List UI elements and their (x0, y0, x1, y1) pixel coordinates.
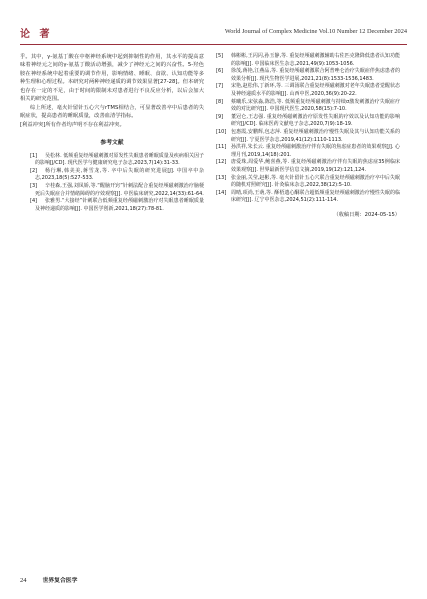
reference-item (216, 83, 400, 98)
reference-number: [7] (216, 83, 224, 90)
received-date: （收稿日期：2024-05-15） (333, 211, 400, 218)
reference-number: [3] (30, 182, 38, 189)
reference-list-right (216, 53, 400, 205)
reference-item (216, 144, 400, 159)
reference-text: 蔡曦乐,宋弦淼,陈浩,等. 低频重复经颅磁刺激与持续σ激发刺激治疗失眠症疗效的对比研究[J]. 中国现代医生,2020,58(15):7-10. (231, 98, 400, 113)
reference-number: [9] (216, 113, 224, 120)
reference-item (20, 168, 204, 183)
reference-number: [6] (216, 68, 224, 75)
reference-item (216, 159, 400, 174)
journal-title: World Journal of Complex Medicine Vol.10 Number 12 December 2024 (224, 28, 407, 35)
reference-number: [11] (216, 144, 227, 151)
reference-text: 韩彬彬,王闪闪,孙玉静,等. 重复经颅磁刺激辅助右佐匹克隆降低患者认知功能的影响[J]. 中国临床医生杂志,2021,49(9):1053-1056. (231, 53, 400, 67)
reference-number: [14] (216, 189, 227, 196)
left-column (20, 53, 204, 213)
conflict-statement: [利益冲突]所有作者均声明不存在利益冲突。 (20, 121, 125, 128)
reference-item (20, 153, 204, 168)
reference-number: [10] (216, 128, 227, 135)
page-footer (20, 575, 77, 584)
reference-item (216, 175, 400, 190)
reference-number: [1] (30, 152, 38, 159)
reference-item (216, 53, 400, 68)
reference-text: 张金丽,关莹,赵彬,等. 毫火针留针五心穴联合重复经颅磁刺激治疗卒中后失眠的随机对照研究[J]. 针灸临床杂志,2022,38(12):5-10. (231, 174, 400, 189)
reference-text: 杨行琳,韩美美,蒋雪龙,等. 卒中后失眠的研究进展[J]. 中国卒中杂志,2023,18(5):527-533. (35, 167, 204, 182)
right-column (216, 53, 400, 219)
section-label: 论 著 (20, 29, 53, 40)
reference-text: 吴松林. 低频重复经颅磁刺激对原发性失眠患者睡眠质量及疾病相关因子的影响[J/CD]. 现代医学与健康研究电子杂志,2023,7(14):31-33. (35, 152, 204, 167)
reference-text: 周晴,项尚,王萌,等. 酥梧遗心酮联合超低频重复经颅磁刺激治疗慢性失眠的临床研究[J]. 辽宁中医杂志,2024,51(2):111-114. (231, 189, 400, 204)
reference-text: 徐茂,蒋艳,江燕品,等. 重复经颅磁刺激联合阿普唑仑治疗失眠症伴焦虑患者的效果分析[J]. 现代生物医学进展,2021,21(8):1533-1536,1483. (231, 68, 400, 82)
header-divider (20, 44, 407, 45)
conclusion-paragraph: 综上所述，毫火针留针五心穴与rTMS相结合，可显著改善卒中后患者的失眠症状，提高患者的睡眠质量，改善血清学指标。 (20, 104, 204, 120)
reference-item (20, 183, 204, 198)
reference-number: [4] (30, 198, 38, 205)
reference-text: 辛桂森,王强,刘凤娇,等.“醒脑开窍”针刺法配合重复经颅磁刺激治疗脑梗死后失眠症合并情绪障碍的疗效观察[J]. 中医临床研究,2022,14(33):61-64. (35, 182, 204, 197)
reference-text: 孙洪祥,朱长云. 重复经颅磁刺激治疗伴有失眠的焦虑症患者的效果观察[J]. 心理月刊,2019,14(18):201. (231, 144, 400, 158)
page-number: 24 (20, 577, 27, 584)
reference-item (216, 129, 400, 144)
reference-text: 宋艳,赵松伟,丁新环,等. 三调汤联合重复经颅磁刺激对老年失眠患者觉醒状态及神经递质水平的影响[J]. 山西中医,2020,36(9):20-22. (231, 83, 400, 97)
reference-number: [12] (216, 159, 227, 166)
reference-item (216, 190, 400, 205)
reference-item (216, 68, 400, 83)
reference-text: 董冠仑,王志强. 重复经颅磁刺激治疗原发性失眠的疗效以及认知功能的影响研究[J/CD]. 临床医药文献电子杂志,2020,7(9):18-19. (231, 113, 400, 128)
reference-item (216, 99, 400, 114)
page-header (20, 27, 407, 43)
reference-item (20, 198, 204, 213)
reference-list-left (20, 153, 204, 214)
references-title: 参考文献 (100, 140, 124, 147)
reference-item (216, 114, 400, 129)
reference-text: 张雅男.“大接经”针刺联合低频重复经颅磁刺激治疗对失眠患者睡眠质量及神经递质的影响[J]. 中国医学创新,2021,18(27):78-81. (35, 198, 204, 212)
body-paragraph: 乎。其中，γ-氨基丁酸在中枢神经系统中起到抑制性的作用，其水平的提高意味着神经元之间的γ-氨基丁酸活动增强，减少了神经元之间的兴奋性。5-羟色胺在神经系统中起着重要的调节作用，影响情绪、睡眠、食欲、认知功能等多种生理和心理过程。本研究对两种神经递质的调节效果显著[27-28]。但本研究也存在一定的不足，由于时间的限制未对患者进行不良反应分析，以后会加大相关的研究范围。 (20, 54, 204, 103)
reference-number: [2] (30, 167, 38, 174)
footer-journal-name: 世界复合医学 (42, 578, 78, 584)
reference-number: [13] (216, 174, 227, 181)
reference-text: 包惠霞,安鹏辉,包志萍. 重复经颅磁刺激治疗慢性失眠及其与认知功能关系的研究[J]. 宁夏医学杂志,2019,41(12):1110-1113. (231, 128, 400, 143)
reference-text: 唐爱珠,周爱华,鲍喜燕,等. 重复经颅磁刺激治疗伴有失眠的焦虑症35例临床效果观察[J]. 世界最新医学信息文摘,2019,19(12):121,124. (231, 159, 400, 173)
reference-number: [8] (216, 98, 224, 105)
reference-number: [5] (216, 53, 224, 59)
